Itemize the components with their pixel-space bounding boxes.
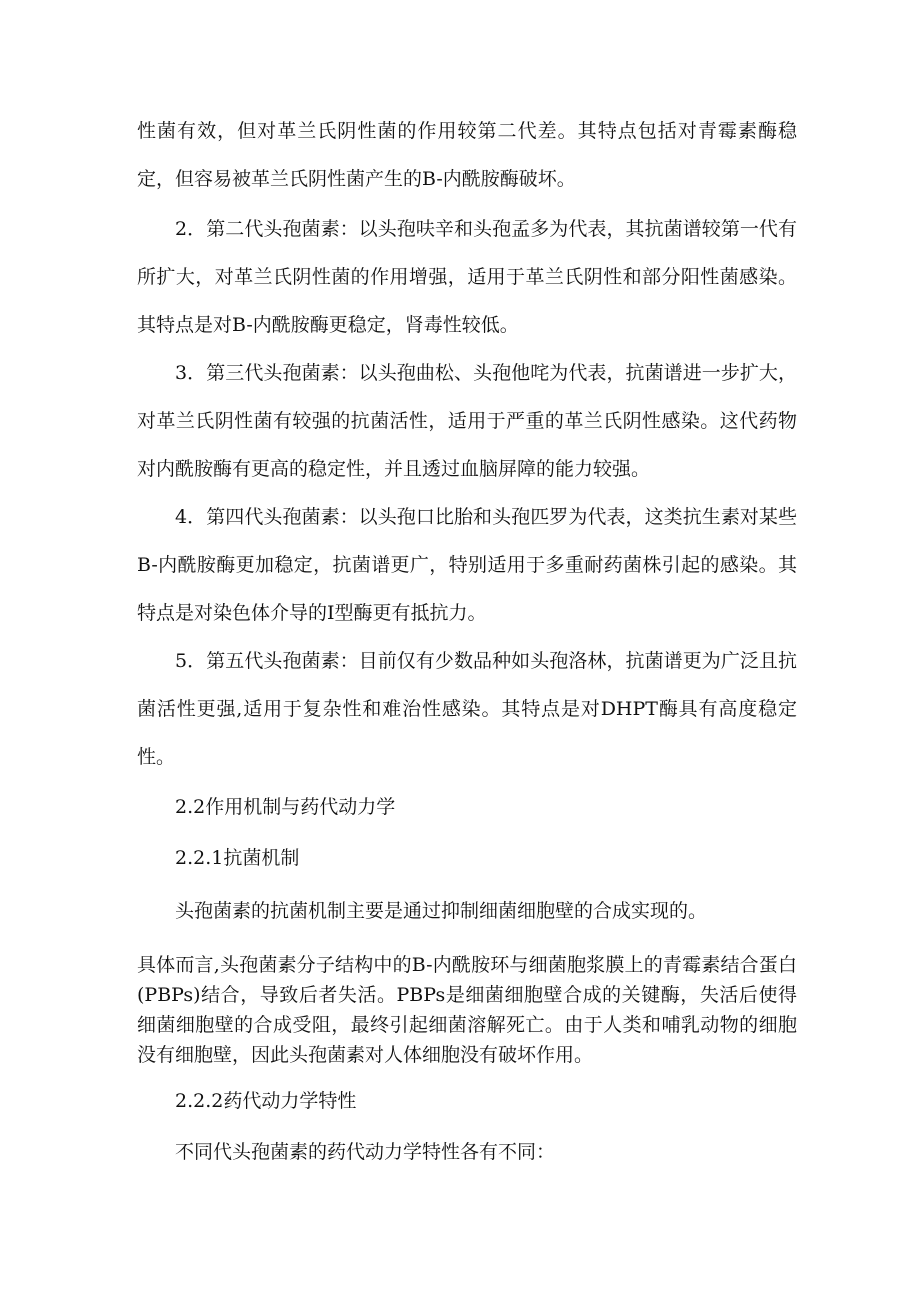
heading-antibacterial-mechanism: 2.2.1抗菌机制: [175, 847, 300, 869]
paragraph-fourth-generation: 4．第四代头孢菌素：以头孢口比胎和头孢匹罗为代表，这类抗生素对某些B-内酰胺酶更加稳定，抗菌谱更广，特别适用于多重耐药菌株引起的感染。其特点是对染色体介导的I型酶更有抵抗力。: [137, 506, 797, 624]
heading-pharmacokinetic-properties: 2.2.2药代动力学特性: [175, 1090, 357, 1112]
paragraph-mechanism-intro: 头孢菌素的抗菌机制主要是通过抑制细菌细胞壁的合成实现的。: [175, 900, 708, 922]
paragraph-first-gen-continuation: 性菌有效，但对革兰氏阴性菌的作用较第二代差。其特点包括对青霉素酶稳定，但容易被革兰氏阴性菌产生的B-内酰胺酶破坏。: [137, 120, 797, 190]
paragraph-pharmacokinetics-intro: 不同代头孢菌素的药代动力学特性各有不同：: [175, 1141, 556, 1163]
paragraph-fifth-generation: 5．第五代头孢菌素：目前仅有少数品种如头孢洛林，抗菌谱更为广泛且抗菌活性更强,适用于复杂性和难治性感染。其特点是对DHPT酶具有高度稳定性。: [137, 650, 797, 768]
heading-mechanism-pharmacokinetics: 2.2作用机制与药代动力学: [175, 796, 396, 818]
paragraph-second-generation: 2．第二代头孢菌素：以头孢呋辛和头孢孟多为代表，其抗菌谱较第一代有所扩大，对革兰氏阴性菌的作用增强，适用于革兰氏阴性和部分阳性菌感染。其特点是对B-内酰胺酶更稳定，肾毒性较低。: [137, 218, 797, 336]
paragraph-mechanism-detail: 具体而言,头孢菌素分子结构中的B-内酰胺环与细菌胞浆膜上的青霉素结合蛋白(PBPs)结合，导致后者失活。PBPs是细菌细胞壁合成的关键酶，失活后使得细菌细胞壁的合成受阻，最终引起细菌溶解死亡。由于人类和哺乳动物的细胞没有细胞壁，因此头孢菌素对人体细胞没有破坏作用。: [137, 954, 797, 1066]
paragraph-third-generation: 3．第三代头孢菌素：以头孢曲松、头孢他咤为代表，抗菌谱进一步扩大，对革兰氏阴性菌有较强的抗菌活性，适用于严重的革兰氏阴性感染。这代药物对内酰胺酶有更高的稳定性，并且透过血脑屏障的能力较强。: [137, 362, 797, 480]
